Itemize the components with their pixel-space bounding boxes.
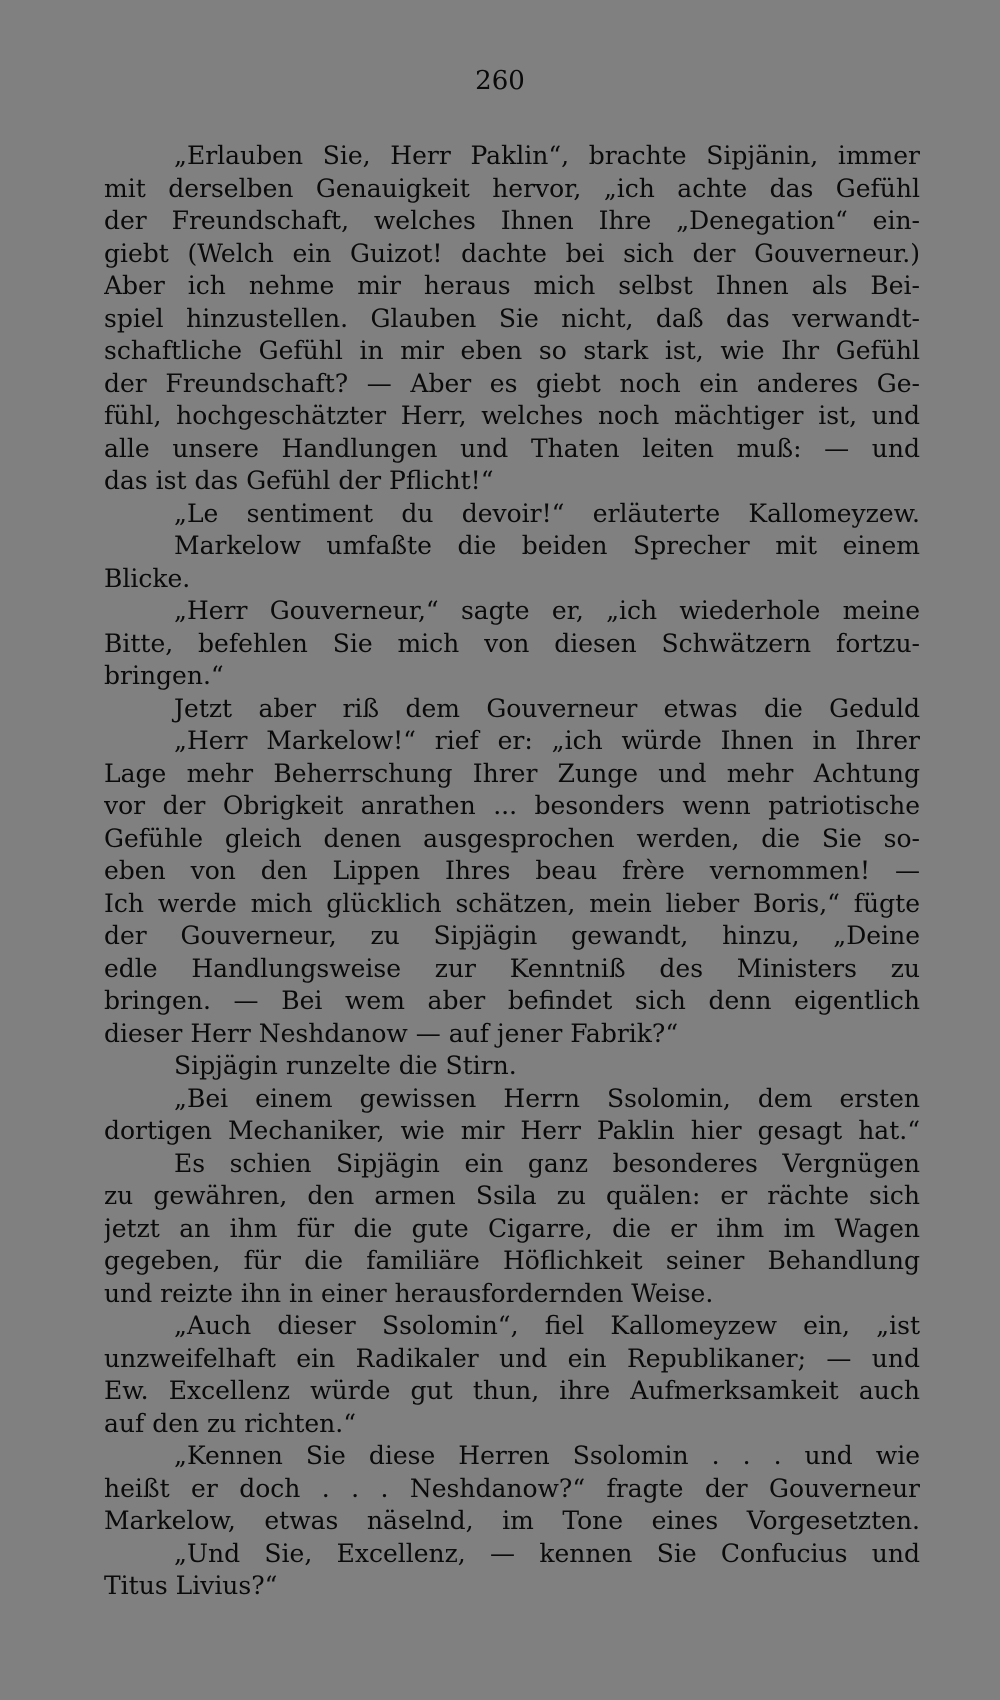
- text-line: Aber ich nehme mir heraus mich selbst Ihnen als Bei-: [104, 271, 920, 300]
- page-number: 260: [475, 66, 525, 96]
- text-line: Markelow umfaßte die beiden Sprecher mit einem: [174, 531, 920, 560]
- text-line: alle unsere Handlungen und Thaten leiten muß: — und: [104, 433, 920, 463]
- text-line: Es schien Sipjägin ein ganz besonderes Vergnügen: [174, 1148, 920, 1178]
- text-line: Gefühle gleich denen ausgesprochen werden, die Sie so-: [104, 823, 920, 853]
- text-line: vor der Obrigkeit anrathen ... besonders wenn patriotische: [104, 791, 920, 820]
- text-line: giebt (Welch ein Guizot! dachte bei sich der Gouverneur.): [104, 238, 920, 268]
- text-line: „Auch dieser Ssolomin“, fiel Kallomeyzew ein, „ist: [174, 1311, 920, 1340]
- text-line: mit derselben Genauigkeit hervor, „ich achte das Gefühl: [104, 173, 920, 203]
- text-line: dortigen Mechaniker, wie mir Herr Paklin hier gesagt hat.“: [104, 1116, 920, 1145]
- text-line: Jetzt aber riß dem Gouverneur etwas die Geduld: [174, 693, 920, 723]
- text-line: Blicke.: [104, 563, 191, 593]
- text-line: Ich werde mich glücklich schätzen, mein lieber Boris,“ fügte: [104, 888, 920, 918]
- text-line: „Erlauben Sie, Herr Paklin“, brachte Sipjänin, immer: [174, 141, 920, 170]
- text-line: „Herr Gouverneur,“ sagte er, „ich wiederhole meine: [174, 596, 920, 625]
- text-line: dieser Herr Neshdanow — auf jener Fabrik?“: [104, 1018, 679, 1048]
- text-line: „Und Sie, Excellenz, — kennen Sie Confucius und: [174, 1538, 920, 1568]
- text-line: spiel hinzustellen. Glauben Sie nicht, daß das verwandt-: [104, 303, 920, 333]
- body-text: [104, 140, 920, 1603]
- text-line: bringen. — Bei wem aber befindet sich denn eigentlich: [104, 986, 920, 1015]
- text-line: das ist das Gefühl der Pflicht!“: [104, 466, 494, 495]
- text-line: Lage mehr Beherrschung Ihrer Zunge und mehr Achtung: [104, 758, 920, 788]
- text-line: „Herr Markelow!“ rief er: „ich würde Ihnen in Ihrer: [174, 726, 920, 755]
- text-line: jetzt an ihm für die gute Cigarre, die er ihm im Wagen: [104, 1213, 920, 1243]
- text-line: auf den zu richten.“: [104, 1408, 356, 1438]
- text-line: „Bei einem gewissen Herrn Ssolomin, dem ersten: [174, 1083, 920, 1113]
- text-line: Markelow, etwas näselnd, im Tone eines Vorgesetzten.: [104, 1506, 920, 1535]
- text-line: heißt er doch . . . Neshdanow?“ fragte der Gouverneur: [104, 1473, 920, 1503]
- text-line: eben von den Lippen Ihres beau frère vernommen! —: [104, 856, 920, 885]
- text-line: edle Handlungsweise zur Kenntniß des Ministers zu: [104, 953, 920, 983]
- text-line: gegeben, für die familiäre Höflichkeit seiner Behandlung: [104, 1246, 920, 1275]
- text-line: bringen.“: [104, 661, 224, 690]
- text-line: „Kennen Sie diese Herren Ssolomin . . . und wie: [174, 1441, 920, 1470]
- text-line: unzweifelhaft ein Radikaler und ein Republikaner; — und: [104, 1343, 920, 1373]
- text-line: fühl, hochgeschätzter Herr, welches noch mächtiger ist, und: [104, 401, 920, 430]
- text-line: Bitte, befehlen Sie mich von diesen Schwätzern fortzu-: [104, 628, 920, 658]
- text-line: der Freundschaft? — Aber es giebt noch ein anderes Ge-: [104, 368, 920, 398]
- text-line: und reizte ihn in einer herausfordernden Weise.: [104, 1278, 714, 1308]
- text-line: schaftliche Gefühl in mir eben so stark ist, wie Ihr Gefühl: [104, 336, 920, 365]
- text-line: Ew. Excellenz würde gut thun, ihre Aufmerksamkeit auch: [104, 1376, 920, 1405]
- text-line: Sipjägin runzelte die Stirn.: [174, 1051, 517, 1080]
- text-line: zu gewähren, den armen Ssila zu quälen: er rächte sich: [104, 1181, 920, 1210]
- text-line: „Le sentiment du devoir!“ erläuterte Kallomeyzew.: [174, 498, 920, 528]
- text-line: Titus Livius?“: [104, 1571, 278, 1600]
- text-line: der Freundschaft, welches Ihnen Ihre „Denegation“ ein-: [104, 206, 920, 235]
- text-line: der Gouverneur, zu Sipjägin gewandt, hinzu, „Deine: [104, 921, 920, 950]
